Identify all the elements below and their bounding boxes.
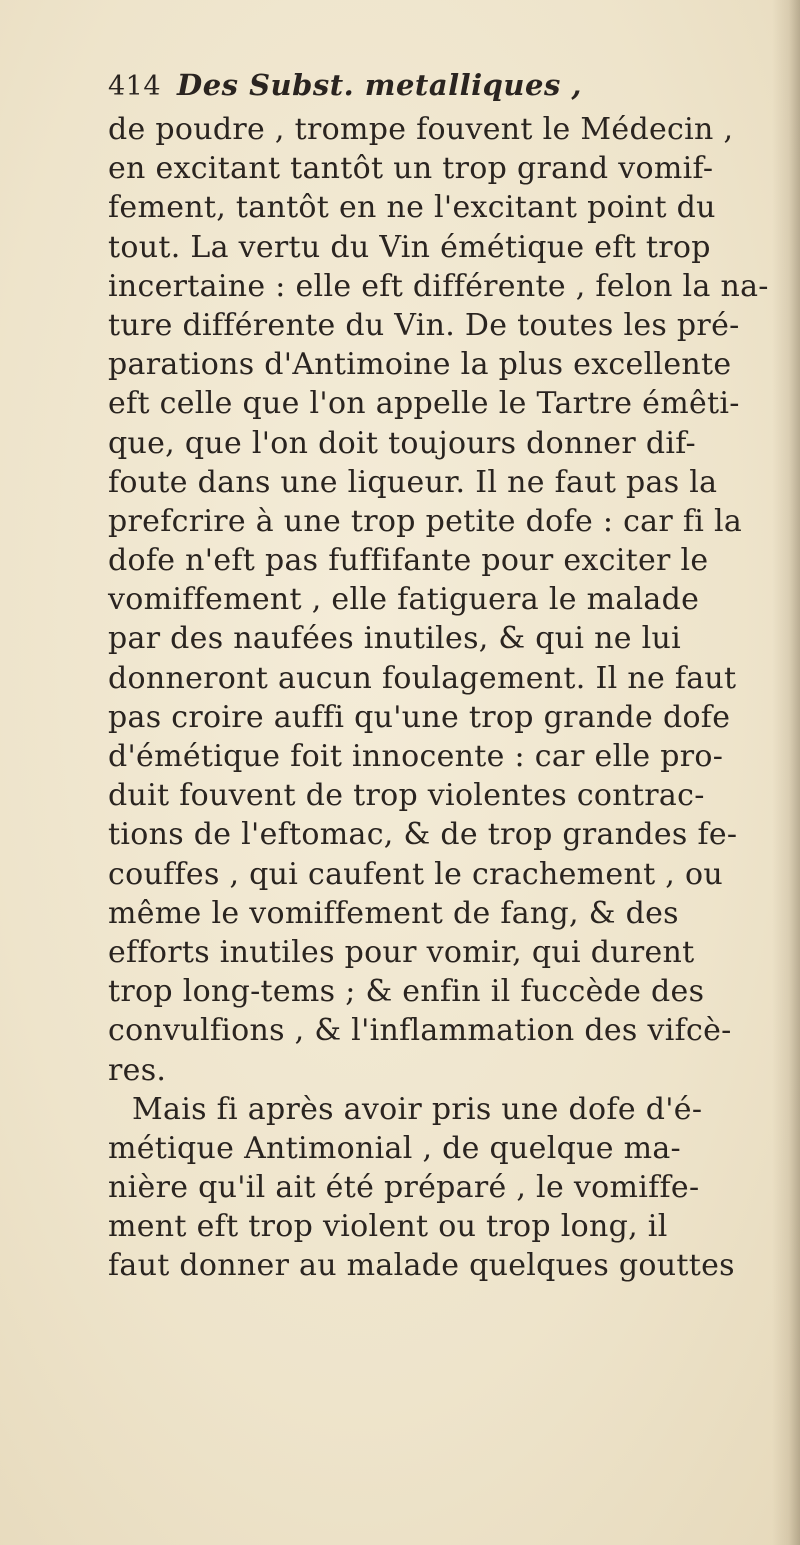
text-line: foute dans une liqueur. Il ne faut pas la [108, 464, 718, 500]
text-line: duit fouvent de trop violentes contrac- [108, 778, 705, 814]
text-line: tout. La vertu du Vin émétique eft trop [108, 229, 711, 265]
text-line: trop long-tems ; & enfin il fuccède des [108, 974, 705, 1010]
text-line: par des naufées inutiles, & qui ne lui [108, 621, 682, 657]
text-line: ture différente du Vin. De toutes les pré- [108, 307, 740, 343]
running-title: Des Subst. metalliques , [177, 68, 582, 102]
text-line: vomiffement , elle fatiguera le malade [108, 582, 700, 618]
text-line: fement, tantôt en ne l'excitant point du [108, 190, 716, 226]
text-line: parations d'Antimoine la plus excellente [108, 347, 732, 383]
paragraph-start-line: Mais fi après avoir pris une dofe d'é- [132, 1091, 703, 1127]
text-line: nière qu'il ait été préparé , le vomiffe- [108, 1170, 700, 1206]
text-line: couffes , qui caufent le crachement , ou [108, 856, 723, 892]
text-line: dofe n'eft pas fuffifante pour exciter le [108, 543, 709, 579]
body-text [108, 110, 770, 1286]
text-line: convulfions , & l'inflammation des vifcè- [108, 1013, 732, 1049]
text-line: en excitant tantôt un trop grand vomif- [108, 151, 714, 187]
text-line: incertaine : elle eft différente , felon la na- [108, 268, 769, 304]
text-line: prefcrire à une trop petite dofe : car fi la [108, 503, 743, 539]
text-line: que, que l'on doit toujours donner dif- [108, 425, 696, 461]
text-line: pas croire auffi qu'une trop grande dofe [108, 699, 731, 735]
text-line: efforts inutiles pour vomir, qui durent [108, 934, 695, 970]
page-content [108, 68, 770, 1286]
text-line: res. [108, 1052, 167, 1088]
text-line: même le vomiffement de fang, & des [108, 895, 679, 931]
text-line: eft celle que l'on appelle le Tartre émêti- [108, 386, 740, 422]
text-line: ment eft trop violent ou trop long, il [108, 1209, 668, 1245]
page-number: 414 [108, 71, 162, 102]
running-head [108, 68, 770, 110]
page-edge-shadow [772, 0, 800, 1545]
text-line: métique Antimonial , de quelque ma- [108, 1130, 681, 1166]
text-line: d'émétique foit innocente : car elle pro- [108, 739, 724, 774]
text-line: tions de l'eftomac, & de trop grandes fe- [108, 817, 738, 853]
text-line: faut donner au malade quelques gouttes [108, 1248, 735, 1284]
text-line: donneront aucun foulagement. Il ne faut [108, 660, 737, 696]
text-line: de poudre , trompe fouvent le Médecin , [108, 112, 734, 147]
